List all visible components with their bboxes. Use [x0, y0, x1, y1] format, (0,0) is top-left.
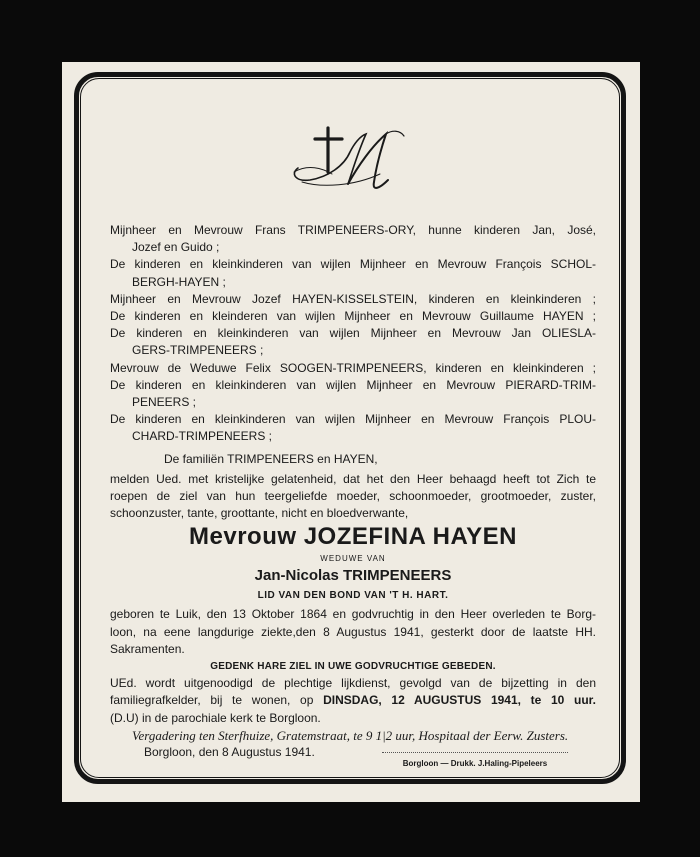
text-line: Jozef en Guido ; — [132, 240, 220, 255]
service-date: DINSDAG, 12 AUGUSTUS 1941, te 10 uur. — [323, 693, 596, 708]
place-date: Borgloon, den 8 Augustus 1941. — [144, 745, 315, 760]
text-line: Mijnheer en Mevrouw Jozef HAYEN-KISSELSTEIN, kinderen en kleinkinderen ; — [110, 291, 596, 306]
text-line: GERS-TRIMPENEERS ; — [132, 343, 264, 358]
service-line: UEd. wordt uitgenoodigd de plechtige lijkdienst, gevolgd van de bijzetting in den — [110, 676, 596, 691]
husband-name: Jan-Nicolas TRIMPENEERS — [254, 567, 452, 585]
text-line: De kinderen en kleinkinderen van wijlen Mijnheer en Mevrouw PIERARD-TRIM- — [110, 377, 596, 392]
meeting-line: Vergadering ten Sterfhuize, Gratemstraat, te 9 1|2 uur, Hospitaal der Eerw. Zusters. — [132, 727, 569, 743]
birth-death-line: loon, na eene langdurige ziekte,den 8 Augustus 1941, gesterkt door de laatste HH. — [110, 624, 596, 639]
prayer-request: GEDENK HARE ZIEL IN UWE GODVRUCHTIGE GEBEDEN. — [210, 661, 496, 673]
text-line: Mevrouw de Weduwe Felix SOOGEN-TRIMPENEERS, kinderen en kleinkinderen ; — [110, 360, 596, 375]
widow-of-label: WEDUWE VAN — [320, 554, 386, 564]
service-text: familiegrafkelder, bij te wonen, op — [110, 693, 314, 708]
text-line: Mijnheer en Mevrouw Frans TRIMPENEERS-ORY, hunne kinderen Jan, José, — [110, 223, 596, 237]
announcement-line: roepen de ziel van hun teergeliefde moeder, schoonmoeder, grootmoeder, zuster, — [110, 489, 596, 504]
deceased-name: Mevrouw JOZEFINA HAYEN — [189, 523, 517, 551]
text-line: PENEERS ; — [132, 395, 197, 410]
text-line: De kinderen en kleinkinderen van wijlen Mijnheer en Mevrouw François SCHOL- — [110, 257, 596, 272]
birth-death-line: geboren te Luik, den 13 Oktober 1864 en godvruchtig in den Heer overleden te Borg- — [110, 607, 596, 622]
families-line: De familiën TRIMPENEERS en HAYEN, — [164, 451, 378, 466]
text-line: De kinderen en kleinkinderen van wijlen Mijnheer en Mevrouw François PLOU- — [110, 412, 596, 427]
service-line-3: (D.U) in de parochiale kerk te Borgloon. — [110, 710, 321, 725]
announcement-line: melden Ued. met kristelijke gelatenheid, dat het den Heer behaagd heeft tot Zich te — [110, 471, 596, 486]
membership-line: LID VAN DEN BOND VAN 'T H. HART. — [257, 590, 449, 602]
announcement-line: schoonzuster, tante, groottante, nicht en bloedverwante, — [110, 506, 409, 521]
obituary-text — [110, 222, 596, 761]
text-line: BERGH-HAYEN ; — [132, 274, 226, 289]
service-line-2 — [110, 692, 596, 709]
text-line: De kinderen en kleinkinderen van wijlen Mijnheer en Mevrouw Jan OLIESLA- — [110, 326, 596, 341]
text-line: De kinderen en kleinderen van wijlen Mijnheer en Mevrouw Guillaume HAYEN ; — [110, 309, 596, 324]
text-line: CHARD-TRIMPENEERS ; — [132, 429, 273, 444]
printer-imprint: Borgloon — Drukk. J.Haling-Pipeleers — [382, 752, 568, 768]
birth-death-line: Sakramenten. — [110, 641, 185, 656]
cross-monogram-icon — [288, 122, 412, 200]
